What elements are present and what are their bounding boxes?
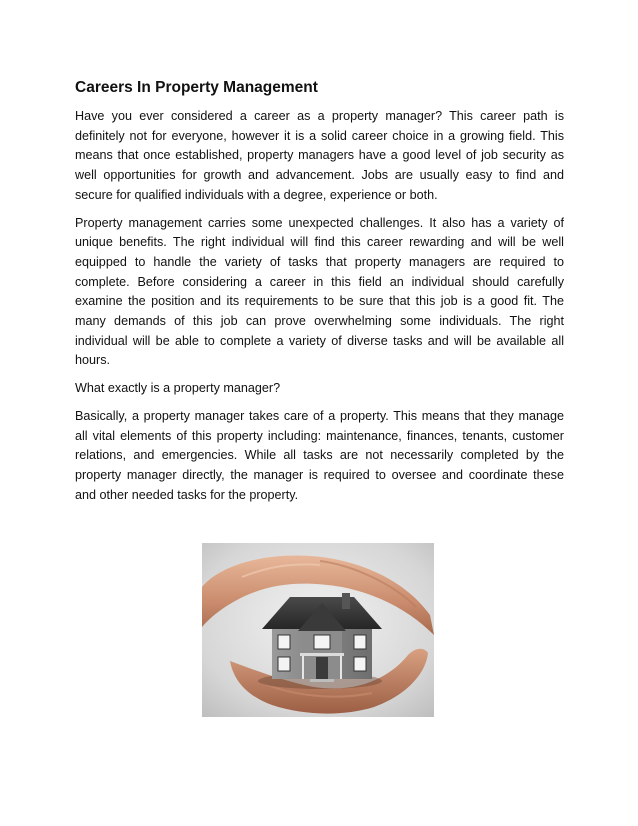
paragraph-definition: Basically, a property manager takes care of a property. This means that they manage all vital elements of this property including: maintenance, finances, tenants, customer relations, and emergencies. While all tasks are not necessarily completed by the property manager directly, the manager is required to oversee and coordinate these and other needed tasks for the property. (75, 408, 564, 502)
paragraph-intro: Have you ever considered a career as a property manager? This career path is definitely not for everyone, however it is a solid career choice in a growing field. This means that once established, property managers have a good level of job security as well opportunities for growth and advancement. Jobs are usually easy to find and secure for qualified individuals with a degree, experience or both. (75, 109, 564, 202)
hands-holding-house-image (202, 543, 434, 717)
document-body (75, 78, 564, 513)
document-title: Careers In Property Management (75, 79, 318, 96)
paragraph-challenges: Property management carries some unexpected challenges. It also has a variety of unique benefits. The right individual will find this career rewarding and will be well equipped to handle the variety of tasks that property managers are required to complete. Before considering a career in this field an individual should carefully examine the position and its requirements to be sure that this job is a good fit. The many demands of this job can prove overwhelming some individuals. The right individual will be able to complete a variety of diverse tasks and will be available all hours. (75, 215, 564, 368)
section-question: What exactly is a property manager? (75, 381, 281, 396)
